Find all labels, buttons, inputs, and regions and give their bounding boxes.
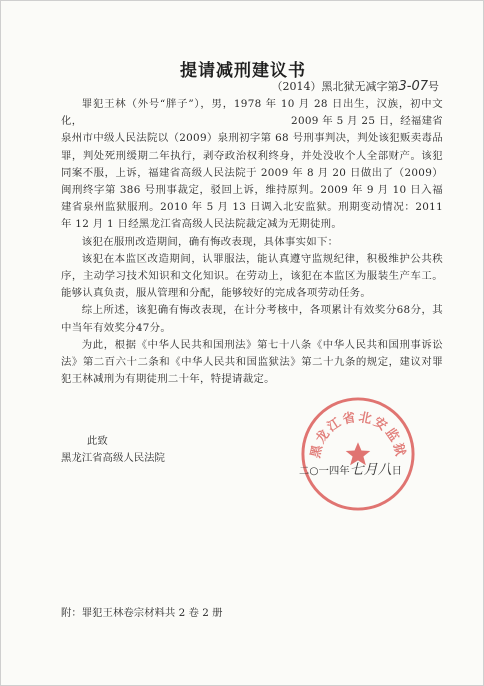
- salutation: 此致: [87, 435, 108, 447]
- official-seal: [299, 395, 417, 513]
- handwritten-date: 七月八: [349, 462, 392, 478]
- attachment-note: 附：罪犯王林卷宗材料共 2 卷 2 册: [61, 607, 223, 619]
- document-number: [271, 78, 439, 94]
- document-title: 提请减刑建议书: [180, 61, 306, 81]
- seal-text: 黑龙江省北安监狱: [308, 410, 408, 460]
- date-prefix: 二○一四年: [299, 465, 350, 477]
- document-body: [61, 96, 443, 388]
- document-number-prefix: （2014）黑北狱无减字第: [271, 80, 399, 93]
- signature-date: [299, 459, 402, 479]
- recipient: 黑龙江省高级人民法院: [61, 452, 165, 464]
- date-suffix: 日: [391, 465, 403, 477]
- paragraph-behavior: 该犯在本监区改造期间，认罪服法，能认真遵守监规纪律，积极维护公共秩序，主动学习技术知识和文化知识。在劳动上，该犯在本监区为服装生产车工。能够认真负责，服从管理和分配，能够较好的完成各项劳动任务。: [61, 252, 443, 300]
- document-number-suffix: 号: [428, 80, 439, 93]
- handwritten-number: 3-07: [398, 79, 428, 94]
- paragraph-legal-basis: 为此，根据《中华人民共和国刑法》第七十八条《中华人民共和国刑事诉讼法》第二百六十二条和《中华人民共和国监狱法》第二十九条的规定，建议对罪犯王林减刑为有期徒刑二十年，特提请裁定。: [61, 338, 443, 386]
- paragraph-score: 综上所述，该犯确有悔改表现，在计分考核中，各项累计有效奖分68分，其中当年有效奖分47分。: [61, 304, 443, 334]
- paragraph-criminal-record: 罪犯王林（外号“胖子”），男，1978 年 10 月 28 日出生，汉族，初中文化， 2009 年 5 月 25 日，经福建省泉州市中级人民法院以（2009）泉刑初字第 68 号刑事判决，判处该犯贩卖毒品罪，判处死刑缓期二年执行，剥夺政治权利终身，并处没收个人全部财产。该犯同案不服，上诉，福建省高级人民法院于 2009 年 8 月 20 日做出了（2009）闽刑终字第 386 号刑事裁定，驳回上诉，维持原判。2009 年 9 月 10 日入福建省泉州监狱服刑。2010 年 5 月 13 日调入北安监狱。刑期变动情况：2011 年 12 月 1 日经黑龙江省高级人民法院裁定减为无期徒刑。: [61, 98, 443, 231]
- paragraph-repentance-intro: 该犯在服刑改造期间，确有悔改表现，具体事实如下：: [81, 235, 339, 248]
